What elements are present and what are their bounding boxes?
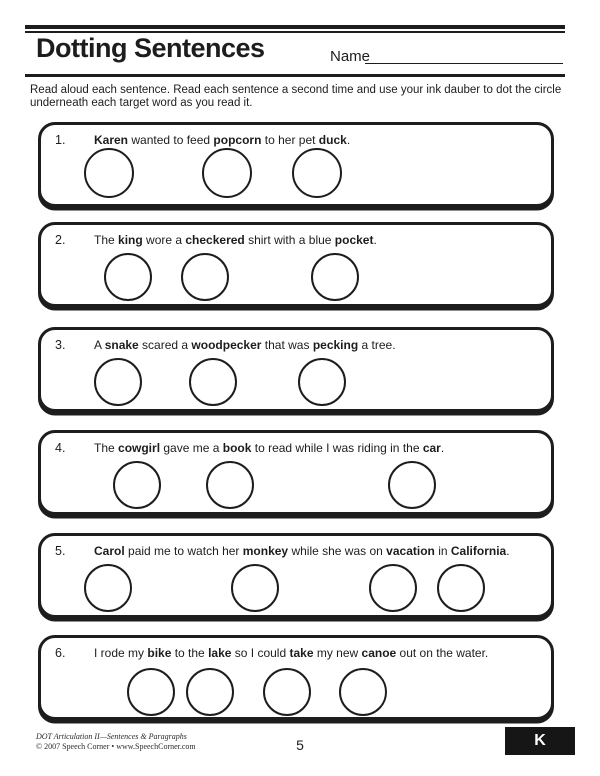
dot-circle[interactable] bbox=[84, 564, 132, 612]
item-number: 3. bbox=[55, 338, 66, 352]
target-word: bike bbox=[147, 646, 172, 660]
target-word: book bbox=[222, 441, 252, 455]
sentence-segment: . bbox=[506, 544, 510, 558]
instructions-line-1: Read aloud each sentence. Read each sentence a second time and use your ink dauber to dot the circle bbox=[30, 84, 562, 96]
sentence-segment: . bbox=[346, 133, 351, 147]
page-title: Dotting Sentences bbox=[36, 33, 265, 63]
dot-circle[interactable] bbox=[311, 253, 359, 301]
item-number: 4. bbox=[55, 441, 66, 455]
sentence-segment: wanted to feed bbox=[128, 133, 214, 147]
sentence-segment: gave me a bbox=[160, 441, 223, 455]
target-word: popcorn bbox=[213, 133, 262, 147]
target-word: monkey bbox=[242, 544, 289, 558]
dot-circle[interactable] bbox=[298, 358, 346, 406]
name-blank-line[interactable] bbox=[365, 47, 563, 64]
dot-circle[interactable] bbox=[263, 668, 311, 716]
sentence-segment: my new bbox=[313, 646, 362, 660]
target-word: cowgirl bbox=[118, 441, 161, 455]
sentence-box-5 bbox=[38, 533, 554, 618]
item-number: 5. bbox=[55, 544, 66, 558]
target-word: woodpecker bbox=[191, 338, 262, 352]
top-rule-thick bbox=[25, 25, 565, 29]
item-number: 2. bbox=[55, 233, 66, 247]
sentence-segment: to her pet bbox=[261, 133, 319, 147]
dot-circle[interactable] bbox=[202, 148, 252, 198]
dot-circle[interactable] bbox=[84, 148, 134, 198]
sentence-segment: to read while I was riding in the bbox=[251, 441, 423, 455]
sentence-segment: The bbox=[94, 441, 119, 455]
instructions-line-2: underneath each target word as you read it. bbox=[30, 97, 253, 109]
sentence-segment: paid me to watch her bbox=[124, 544, 243, 558]
sentence-box-6 bbox=[38, 635, 554, 720]
sentence-segment: . bbox=[373, 233, 377, 247]
target-word: take bbox=[289, 646, 314, 660]
letter-tab: K bbox=[505, 727, 575, 755]
sentence-text bbox=[94, 133, 543, 147]
sentence-segment: a tree. bbox=[358, 338, 396, 352]
copyright-line: © 2007 Speech Corner • www.SpeechCorner.com bbox=[36, 741, 196, 751]
sentence-segment: out on the water. bbox=[396, 646, 489, 660]
target-word: California bbox=[450, 544, 507, 558]
sentence-text bbox=[94, 233, 543, 247]
header-rule bbox=[25, 74, 565, 77]
dot-circle[interactable] bbox=[189, 358, 237, 406]
sentence-segment: . bbox=[440, 441, 445, 455]
sentence-segment: shirt with a blue bbox=[244, 233, 335, 247]
sentence-box-2 bbox=[38, 222, 554, 307]
dot-circle[interactable] bbox=[437, 564, 485, 612]
target-word: canoe bbox=[361, 646, 397, 660]
item-number: 1. bbox=[55, 133, 66, 147]
sentence-segment: to the bbox=[171, 646, 209, 660]
target-word: Carol bbox=[94, 544, 125, 558]
target-word: duck bbox=[318, 133, 347, 147]
dot-circle[interactable] bbox=[388, 461, 436, 509]
target-word: king bbox=[118, 233, 143, 247]
series-title: DOT Articulation II—Sentences & Paragraphs bbox=[36, 732, 187, 741]
sentence-box-3 bbox=[38, 327, 554, 412]
dot-circle[interactable] bbox=[231, 564, 279, 612]
name-label: Name bbox=[330, 48, 371, 65]
sentence-segment: so I could bbox=[231, 646, 290, 660]
target-word: car bbox=[422, 441, 441, 455]
dot-circle[interactable] bbox=[113, 461, 161, 509]
page-number: 5 bbox=[296, 737, 304, 753]
dot-circle[interactable] bbox=[127, 668, 175, 716]
dot-circle[interactable] bbox=[369, 564, 417, 612]
target-word: checkered bbox=[185, 233, 245, 247]
sentence-box-1 bbox=[38, 122, 554, 207]
sentence-segment: that was bbox=[261, 338, 313, 352]
target-word: pocket bbox=[334, 233, 374, 247]
dot-circle[interactable] bbox=[206, 461, 254, 509]
sentence-text bbox=[94, 441, 543, 455]
sentence-text bbox=[94, 338, 543, 352]
dot-circle[interactable] bbox=[181, 253, 229, 301]
item-number: 6. bbox=[55, 646, 66, 660]
sentence-segment: in bbox=[434, 544, 451, 558]
dot-circle[interactable] bbox=[104, 253, 152, 301]
target-word: Karen bbox=[94, 133, 129, 147]
sentence-text bbox=[94, 544, 543, 558]
target-word: lake bbox=[208, 646, 232, 660]
sentence-segment: I rode my bbox=[94, 646, 148, 660]
target-word: snake bbox=[104, 338, 139, 352]
sentence-segment: scared a bbox=[138, 338, 192, 352]
sentence-segment: wore a bbox=[142, 233, 186, 247]
sentence-segment: A bbox=[94, 338, 105, 352]
dot-circle[interactable] bbox=[292, 148, 342, 198]
dot-circle[interactable] bbox=[339, 668, 387, 716]
sentence-segment: The bbox=[94, 233, 119, 247]
sentence-text bbox=[94, 646, 543, 660]
sentence-segment: while she was on bbox=[288, 544, 387, 558]
dot-circle[interactable] bbox=[186, 668, 234, 716]
target-word: vacation bbox=[386, 544, 435, 558]
sentence-box-4 bbox=[38, 430, 554, 515]
instructions bbox=[30, 84, 572, 110]
dot-circle[interactable] bbox=[94, 358, 142, 406]
target-word: pecking bbox=[312, 338, 359, 352]
